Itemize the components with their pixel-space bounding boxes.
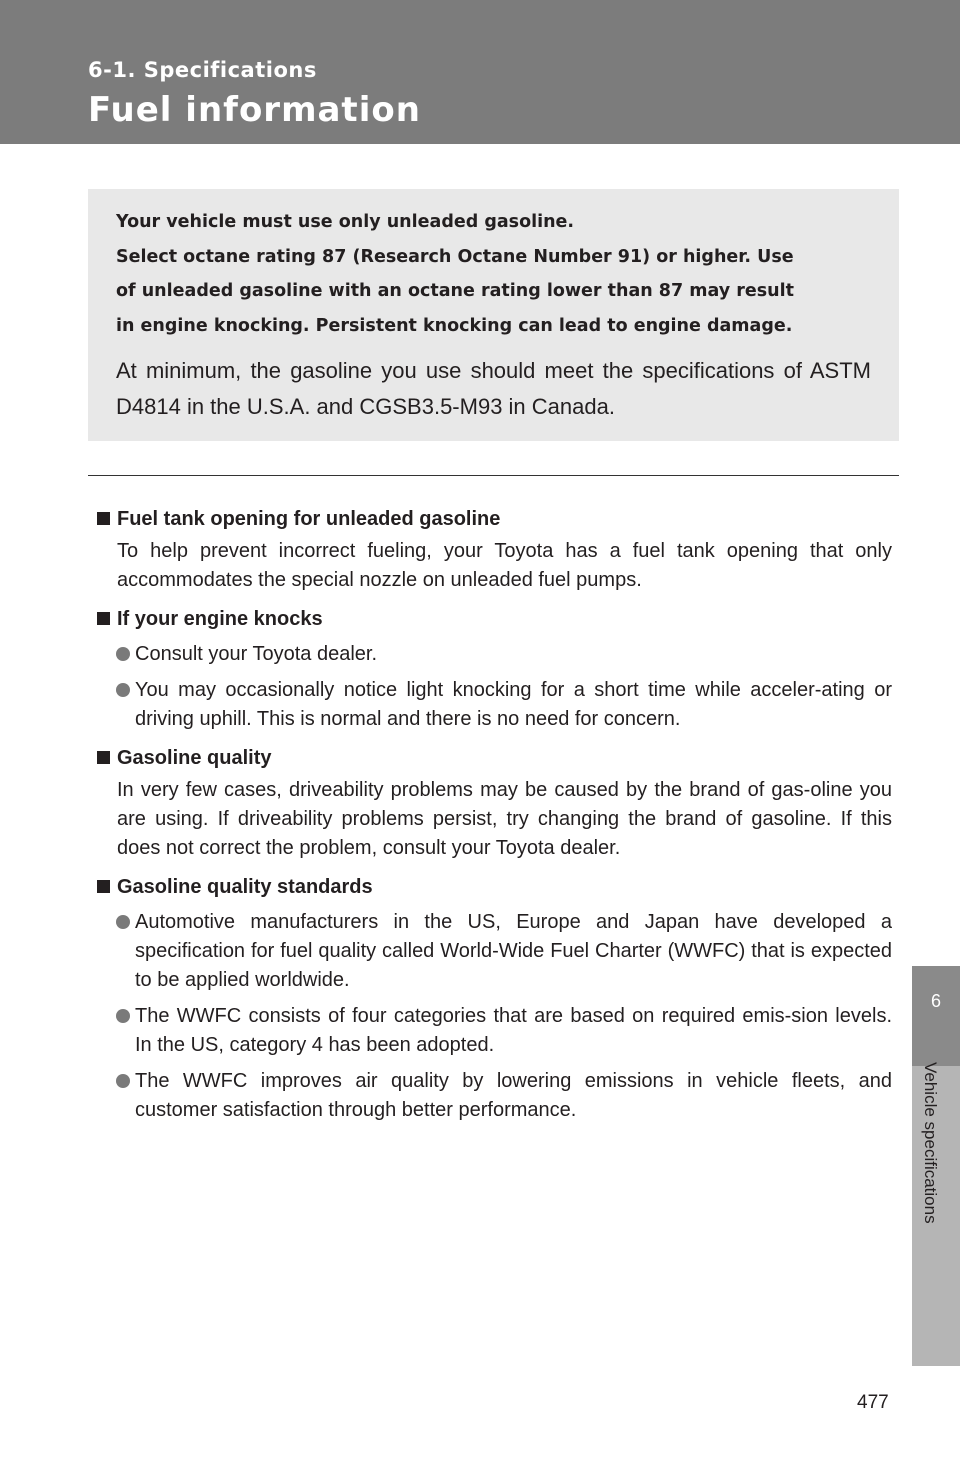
circle-bullet-icon	[116, 647, 130, 661]
notice-line: Select octane rating 87 (Research Octane Number 91) or higher. Use	[116, 246, 794, 267]
topic-paragraph: In very few cases, driveability problems may be caused by the brand of gas-oline you are using. If driveability problems persist, try changing the brand of gasoline. If this does not correct the problem, consult your Toyota dealer.	[117, 779, 892, 859]
notice-box	[88, 189, 899, 441]
list-item	[97, 908, 892, 995]
topic-paragraph: To help prevent incorrect fueling, your Toyota has a fuel tank opening that only accommodates the special nozzle on unleaded fuel pumps.	[117, 540, 892, 591]
chapter-number: 6	[912, 966, 960, 1066]
notice-bold-text	[116, 205, 871, 343]
notice-line: in engine knocking. Persistent knocking can lead to engine damage.	[116, 315, 793, 336]
circle-bullet-icon	[116, 1074, 130, 1088]
topic-heading-text: Fuel tank opening for unleaded gasoline	[117, 508, 501, 530]
content	[97, 505, 892, 1125]
notice-line: Your vehicle must use only unleaded gasoline.	[116, 212, 575, 232]
list-item	[97, 1067, 892, 1125]
list-item-text: The WWFC improves air quality by lowering emissions in vehicle fleets, and customer satisfaction through better performance.	[135, 1070, 892, 1121]
notice-spec-text: At minimum, the gasoline you use should meet the specifications of ASTM D4814 in the U.S.A. and CGSB3.5-M93 in Canada.	[116, 358, 871, 419]
notice-line: of unleaded gasoline with an octane rating lower than 87 may result	[116, 281, 794, 301]
topic-heading	[97, 605, 892, 633]
topic-heading	[97, 873, 892, 901]
topic-heading	[97, 505, 892, 533]
topic-heading-text: Gasoline quality	[117, 747, 272, 769]
chapter-header	[0, 0, 960, 144]
list-item-text: Automotive manufacturers in the US, Europe and Japan have developed a specification for fuel quality called World-Wide Fuel Charter (WWFC) that is expected to be applied worldwide.	[135, 911, 892, 991]
section-label: 6-1. Specifications	[88, 58, 317, 82]
circle-bullet-icon	[116, 915, 130, 929]
topic-heading-text: If your engine knocks	[117, 608, 323, 630]
list-item	[97, 676, 892, 734]
circle-bullet-icon	[116, 1009, 130, 1023]
divider	[88, 475, 899, 476]
list-item	[97, 1002, 892, 1060]
topic-heading-text: Gasoline quality standards	[117, 876, 373, 898]
page-title: Fuel information	[88, 90, 421, 130]
square-bullet-icon	[97, 880, 110, 893]
square-bullet-icon	[97, 512, 110, 525]
page-number: 477	[857, 1392, 889, 1413]
chapter-side-label: Vehicle specifications	[921, 1062, 940, 1224]
circle-bullet-icon	[116, 683, 130, 697]
list-item-text: The WWFC consists of four categories that are based on required emis-sion levels. In the US, category 4 has been adopted.	[135, 1005, 892, 1056]
square-bullet-icon	[97, 612, 110, 625]
topic-heading	[97, 744, 892, 772]
list-item-text: You may occasionally notice light knocking for a short time while acceler-ating or driving uphill. This is normal and there is no need for concern.	[135, 679, 892, 730]
list-item-text: Consult your Toyota dealer.	[135, 643, 378, 665]
list-item	[97, 640, 892, 669]
square-bullet-icon	[97, 751, 110, 764]
